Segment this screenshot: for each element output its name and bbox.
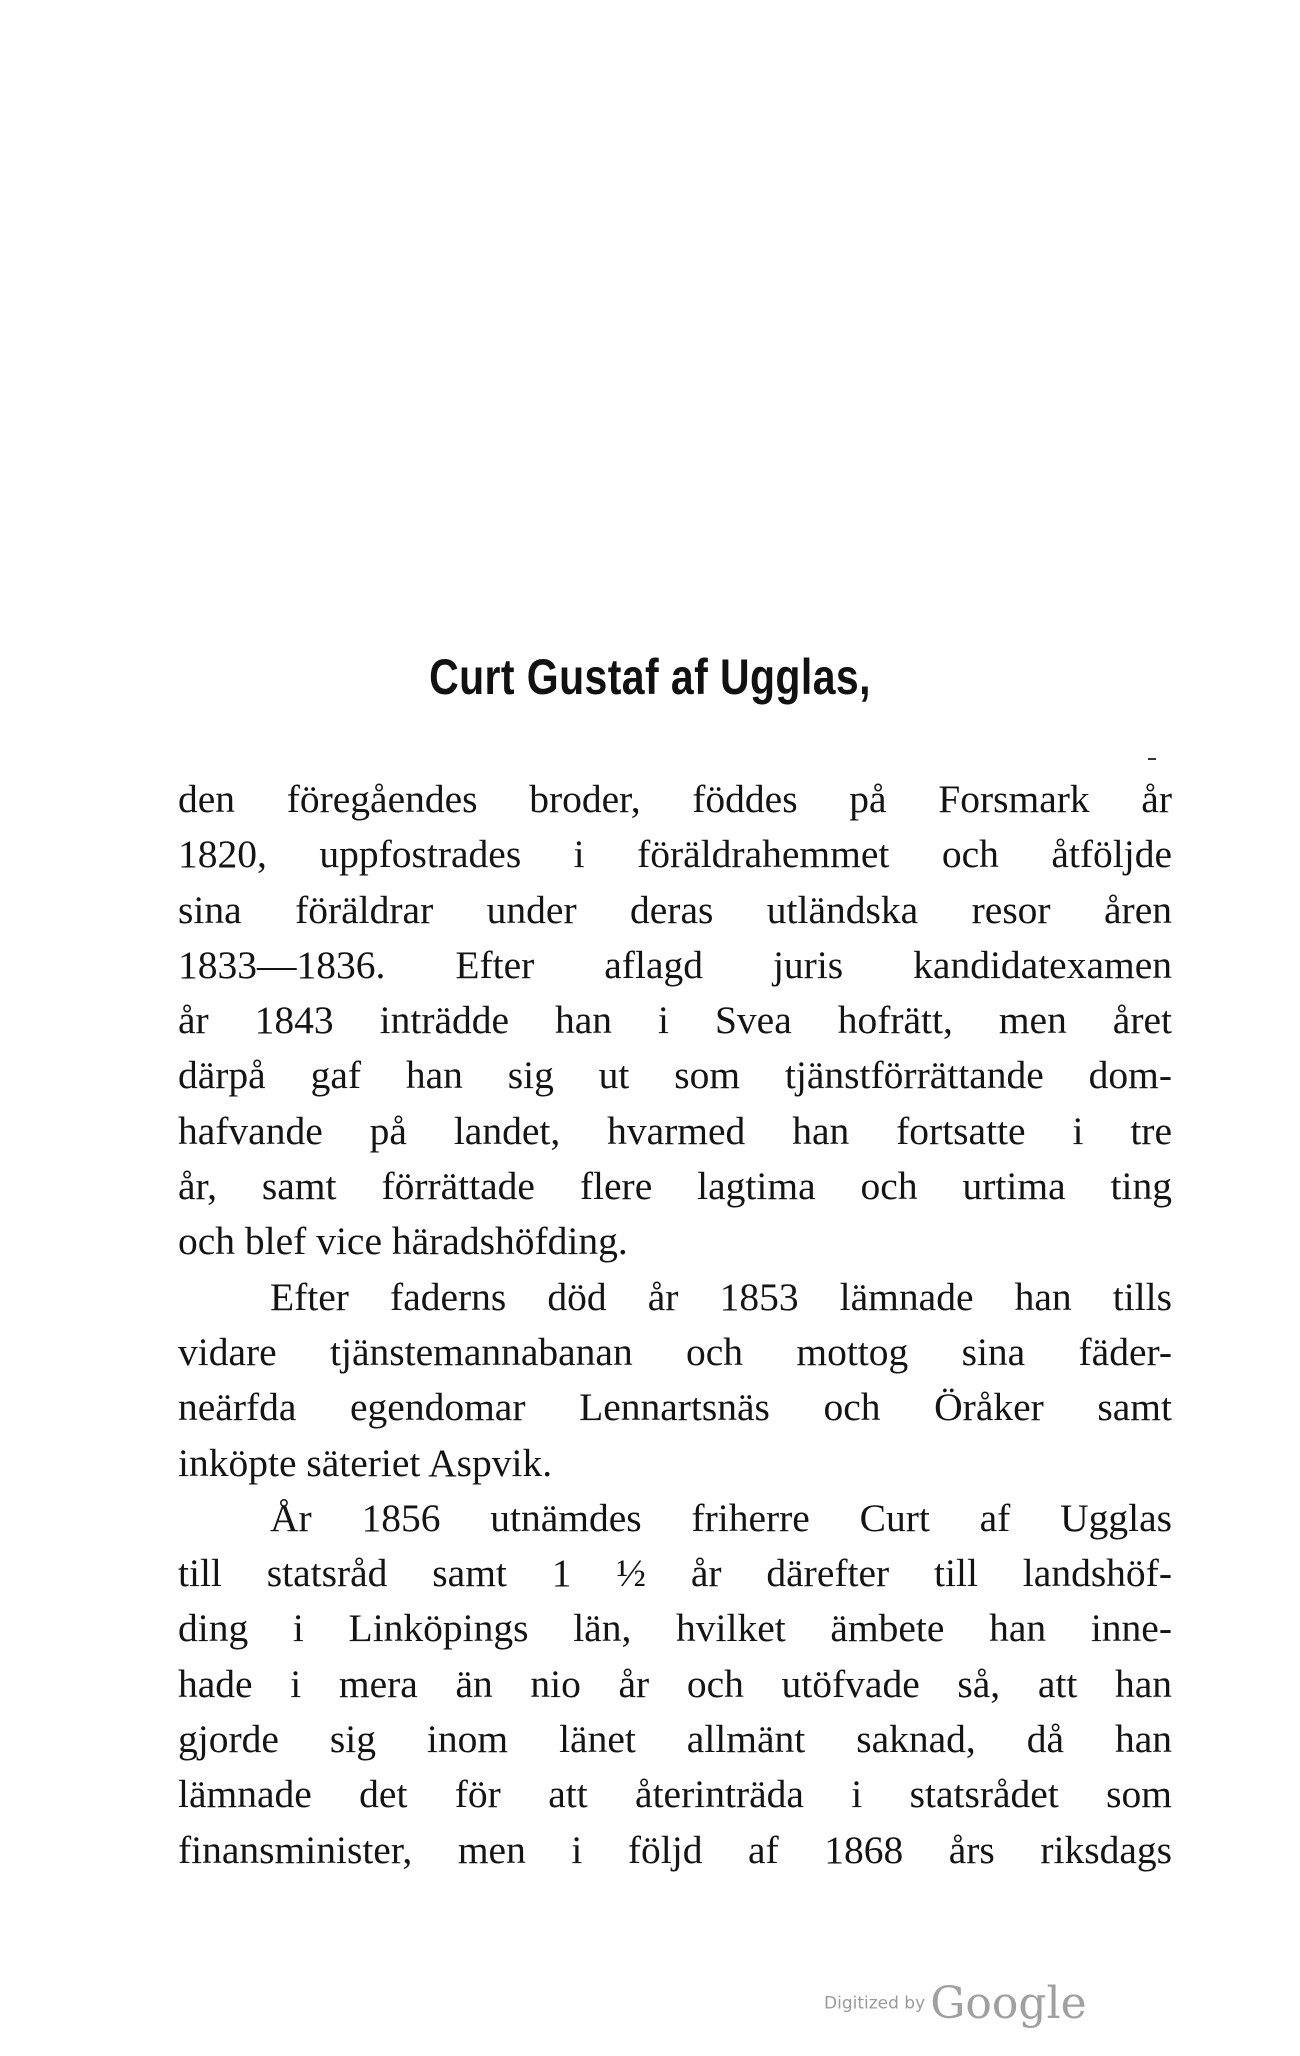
text-line: till statsråd samt 1 ½ år därefter till landshöf- bbox=[178, 1551, 1172, 1596]
text-line: sina föräldrar under deras utländska resor åren bbox=[178, 887, 1172, 932]
chapter-title: Curt Gustaf af Ugglas, bbox=[429, 649, 871, 705]
text-line: den föregåendes broder, föddes på Forsmark år bbox=[178, 777, 1172, 821]
text-line: lämnade det för att återinträda i statsrådet som bbox=[178, 1772, 1172, 1817]
text-line: inköpte säteriet Aspvik. bbox=[178, 1440, 553, 1485]
text-line: vidare tjänstemannabanan och mottog sina fäder- bbox=[178, 1329, 1172, 1374]
watermark-brand-logo: Google bbox=[930, 1978, 1087, 2029]
watermark-prefix: Digitized by bbox=[824, 1993, 926, 2014]
text-line: År 1856 utnämdes friherre Curt af Ugglas bbox=[270, 1495, 1172, 1540]
text-line: år, samt förrättade flere lagtima och urtima ting bbox=[178, 1164, 1172, 1209]
text-line: 1833—1836. Efter aflagd juris kandidatexamen bbox=[178, 942, 1172, 987]
text-line: hafvande på landet, hvarmed han fortsatte i tre bbox=[178, 1108, 1172, 1153]
text-line: år 1843 inträdde han i Svea hofrätt, men året bbox=[178, 998, 1172, 1043]
text-line: gjorde sig inom länet allmänt saknad, då han bbox=[178, 1717, 1172, 1762]
text-line: neärfda egendomar Lennartsnäs och Öråker samt bbox=[178, 1385, 1172, 1430]
digitized-watermark bbox=[824, 1978, 1087, 2029]
text-line: finansminister, men i följd af 1868 års riksdags bbox=[178, 1827, 1172, 1872]
text-line: hade i mera än nio år och utöfvade så, att han bbox=[178, 1661, 1172, 1706]
text-line: 1820, uppfostrades i föräldrahemmet och åtföljde bbox=[178, 832, 1172, 877]
text-line: ding i Linköpings län, hvilket ämbete han inne- bbox=[178, 1606, 1172, 1651]
text-line: Efter faderns död år 1853 lämnade han tills bbox=[270, 1274, 1172, 1319]
print-mark bbox=[1148, 758, 1156, 760]
text-line: därpå gaf han sig ut som tjänstförrättande dom- bbox=[178, 1053, 1172, 1098]
text-line: och blef vice häradshöfding. bbox=[178, 1219, 628, 1264]
body-text bbox=[178, 772, 1172, 1878]
